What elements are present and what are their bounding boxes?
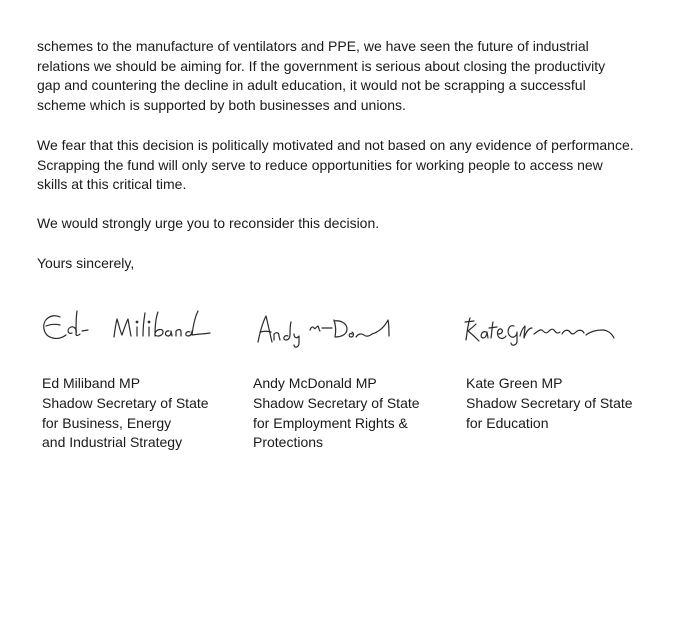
body-paragraph: [37, 37, 652, 115]
body-paragraph: [37, 214, 652, 234]
body-paragraph: [37, 136, 652, 195]
signatory-title-line: Shadow Secretary of State: [42, 394, 209, 411]
signatory-title-line: for Business, Energy: [42, 414, 172, 431]
signatory-name: Andy McDonald MP: [253, 375, 377, 391]
signatory-name: Kate Green MP: [466, 375, 563, 391]
signatory-block: [253, 374, 420, 453]
signatory-name: Ed Miliband MP: [42, 375, 141, 391]
signatory-title-line: Shadow Secretary of State: [466, 394, 633, 411]
signatory-title-line: for Employment Rights &: [253, 414, 408, 431]
signatory-title-line: Protections: [253, 434, 324, 451]
text-line: Scrapping the fund will only serve to reduce opportunities for working people to access new: [37, 156, 603, 173]
text-line: schemes to the manufacture of ventilators and PPE, we have seen the future of industrial: [37, 38, 589, 54]
signatory-block: [42, 374, 209, 453]
text-line: skills at this critical time.: [37, 176, 187, 192]
signatory-title-line: and Industrial Strategy: [42, 434, 183, 451]
signature-ed-miliband: [38, 305, 218, 347]
text-line: scheme which is supported by both businesses and unions.: [37, 96, 406, 113]
signature-kate-green: [462, 312, 642, 348]
signatory-title-line: Shadow Secretary of State: [253, 394, 420, 411]
signatory-block: [466, 374, 633, 433]
text-line: We fear that this decision is politically motivated and not based on any evidence of performance.: [37, 137, 634, 153]
text-line: gap and countering the decline in adult education, it would not be scrapping a successful: [37, 77, 586, 93]
text-line: Yours sincerely,: [37, 255, 135, 271]
text-line: We would strongly urge you to reconsider this decision.: [37, 215, 380, 231]
signatory-title-line: for Education: [466, 414, 549, 431]
signature-andy-mcdonald: [252, 310, 402, 350]
closing-salutation: [37, 254, 652, 274]
text-line: relations we should be aiming for. If the government is serious about closing the productivity: [37, 57, 606, 74]
